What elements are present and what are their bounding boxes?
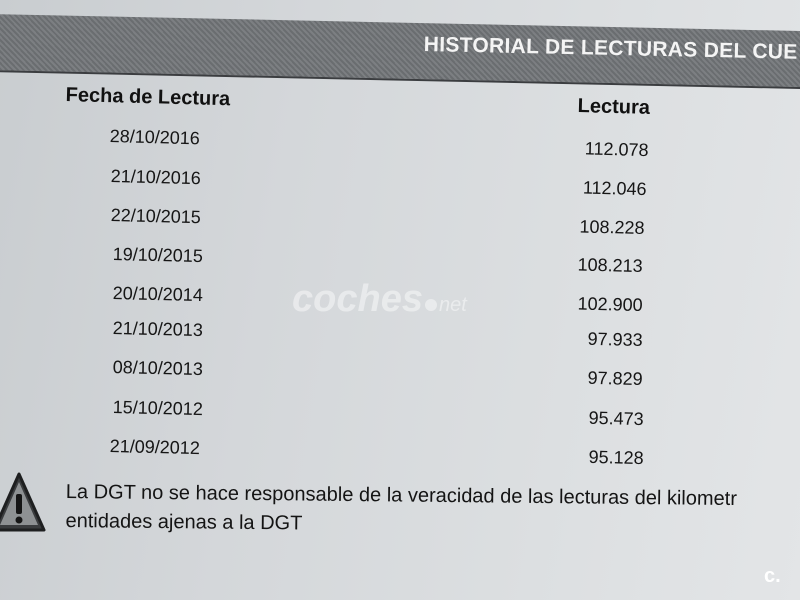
reading-cell: 97.829 [587, 367, 643, 390]
date-cell: 15/10/2012 [112, 397, 204, 420]
reading-cell: 112.078 [584, 138, 649, 161]
disclaimer-text [65, 478, 737, 543]
date-cell: 21/10/2016 [110, 166, 202, 189]
disclaimer-line-2: entidades ajenas a la DGT [65, 509, 303, 535]
table-row [112, 318, 643, 351]
date-cell: 20/10/2014 [112, 283, 204, 306]
reading-column-header: Lectura [577, 95, 651, 119]
date-cell: 08/10/2013 [112, 357, 204, 380]
disclaimer-line-1: La DGT no se hace responsable de la veracidad de las lecturas del kilometr [65, 480, 738, 511]
reading-cell: 108.213 [577, 254, 643, 277]
reading-cell: 102.900 [577, 293, 643, 316]
watermark-suffix: net [438, 294, 467, 316]
date-cell: 22/10/2015 [110, 205, 202, 228]
date-cell: 28/10/2016 [109, 126, 201, 149]
reading-cell: 97.933 [587, 328, 643, 351]
table-row [110, 205, 645, 239]
table-row [109, 436, 644, 469]
watermark-dot [425, 299, 437, 311]
date-column-header: Fecha de Lectura [65, 84, 231, 111]
corner-logo: c. [764, 565, 781, 587]
reading-cell: 108.228 [579, 216, 645, 239]
page-title: HISTORIAL DE LECTURAS DEL CUE [423, 33, 798, 64]
table-row [112, 397, 644, 430]
reading-cell: 95.473 [588, 407, 644, 430]
warning-triangle-icon [0, 470, 46, 536]
date-cell: 21/10/2013 [112, 318, 204, 341]
table-row [112, 244, 643, 277]
date-cell: 21/09/2012 [109, 436, 201, 459]
reading-cell: 112.046 [582, 177, 647, 200]
table-row [109, 126, 649, 161]
date-cell: 19/10/2015 [112, 244, 204, 267]
watermark-brand: coches [292, 278, 423, 320]
table-row [110, 166, 647, 200]
reading-cell: 95.128 [588, 446, 644, 469]
watermark-logo [292, 278, 467, 321]
table-row [112, 357, 643, 390]
